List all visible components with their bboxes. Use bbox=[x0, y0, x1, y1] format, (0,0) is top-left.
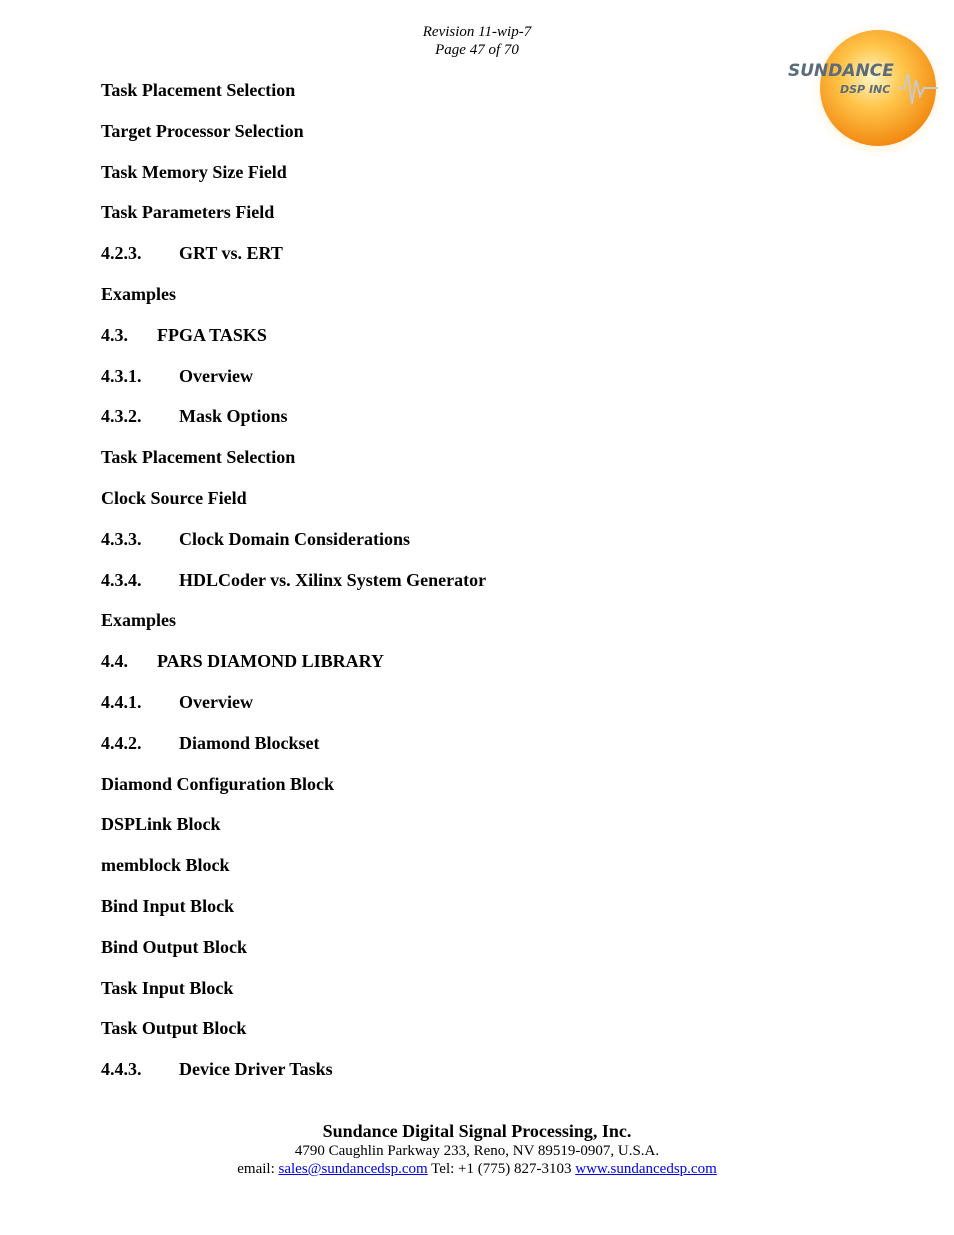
toc-entry-title: Diamond Configuration Block bbox=[101, 773, 335, 794]
page-footer bbox=[0, 1120, 954, 1178]
toc-entry-number: 4.3.2. bbox=[101, 406, 142, 427]
toc-entry[interactable] bbox=[101, 527, 486, 568]
toc-entry-title: Overview bbox=[179, 691, 253, 712]
toc-entry[interactable] bbox=[101, 160, 486, 201]
toc-entry[interactable] bbox=[101, 690, 486, 731]
email-link[interactable]: sales@sundancedsp.com bbox=[278, 1161, 428, 1177]
toc-entry-number: 4.4.3. bbox=[101, 1059, 142, 1080]
logo-text-top: SUNDANCE bbox=[788, 61, 894, 81]
toc-entry-number: 4.3. bbox=[101, 324, 128, 345]
toc-entry-title: Target Processor Selection bbox=[101, 120, 304, 141]
toc-entry[interactable] bbox=[101, 1016, 486, 1057]
toc-entry-title: Mask Options bbox=[179, 406, 288, 427]
toc-entry-title: Task Memory Size Field bbox=[101, 161, 287, 182]
toc-entry-title: Device Driver Tasks bbox=[179, 1059, 333, 1080]
toc-entry[interactable] bbox=[101, 812, 486, 853]
toc-entry[interactable] bbox=[101, 78, 486, 119]
website-link[interactable]: www.sundancedsp.com bbox=[575, 1161, 717, 1177]
toc-entry[interactable] bbox=[101, 486, 486, 527]
toc-entry-number: 4.3.1. bbox=[101, 365, 142, 386]
toc-entry-title: Task Placement Selection bbox=[101, 80, 296, 100]
toc-entry[interactable] bbox=[101, 241, 486, 282]
company-name: Sundance Digital Signal Processing, Inc. bbox=[322, 1121, 632, 1141]
toc-entry[interactable] bbox=[101, 608, 486, 649]
toc-entry[interactable] bbox=[101, 282, 486, 323]
toc-entry-number: 4.4. bbox=[101, 651, 128, 672]
toc-entry-title: Bind Input Block bbox=[101, 895, 235, 916]
toc-entry[interactable] bbox=[101, 445, 486, 486]
contact-line bbox=[0, 1160, 954, 1178]
toc-entry[interactable] bbox=[101, 853, 486, 894]
toc-entry[interactable] bbox=[101, 119, 486, 160]
toc-entry-title: memblock Block bbox=[101, 855, 230, 876]
toc-entry[interactable] bbox=[101, 364, 486, 405]
toc-entry-title: FPGA TASKS bbox=[157, 324, 267, 345]
toc-entry-title: Clock Domain Considerations bbox=[179, 528, 411, 549]
toc-entry-number: 4.3.3. bbox=[101, 528, 142, 549]
toc-entry-title: Examples bbox=[101, 610, 177, 631]
toc-entry-title: Overview bbox=[179, 365, 253, 386]
toc-entry[interactable] bbox=[101, 568, 486, 609]
logo-text-bottom: DSP INC bbox=[840, 83, 891, 96]
toc-entry[interactable] bbox=[101, 731, 486, 772]
toc-entry-title: Task Parameters Field bbox=[101, 202, 275, 223]
toc-entry[interactable] bbox=[101, 772, 486, 813]
toc-entry-title: Diamond Blockset bbox=[179, 732, 320, 753]
sundance-logo bbox=[780, 14, 940, 174]
toc-entry-title: Clock Source Field bbox=[101, 487, 247, 508]
phone-text: Tel: +1 (775) 827-3103 bbox=[427, 1161, 576, 1177]
page-number: Page 47 of 70 bbox=[435, 42, 519, 58]
toc-entry-number: 4.4.2. bbox=[101, 732, 142, 753]
toc-entry-title: Task Placement Selection bbox=[101, 447, 296, 468]
toc-entry[interactable] bbox=[101, 649, 486, 690]
toc-entry[interactable] bbox=[101, 894, 486, 935]
toc-entry-title: GRT vs. ERT bbox=[179, 243, 283, 264]
toc-entry-title: DSPLink Block bbox=[101, 814, 221, 835]
toc-entry-number: 4.2.3. bbox=[101, 243, 142, 264]
toc-entry[interactable] bbox=[101, 404, 486, 445]
toc-entry-title: Bind Output Block bbox=[101, 936, 248, 957]
toc-entry-number: 4.3.4. bbox=[101, 569, 142, 590]
toc-entry[interactable] bbox=[101, 1057, 486, 1098]
company-address: 4790 Caughlin Parkway 233, Reno, NV 89519-0907, U.S.A. bbox=[294, 1143, 660, 1159]
toc-entry-title: Examples bbox=[101, 283, 177, 304]
toc-entry-title: Task Output Block bbox=[101, 1018, 247, 1039]
toc-entry[interactable] bbox=[101, 935, 486, 976]
toc-entry-title: Task Input Block bbox=[101, 977, 234, 998]
toc-entry-number: 4.4.1. bbox=[101, 691, 142, 712]
revision-label: Revision 11-wip-7 bbox=[422, 24, 532, 40]
email-label: email: bbox=[237, 1161, 279, 1177]
toc-entry-title: PARS DIAMOND LIBRARY bbox=[157, 651, 385, 672]
table-of-contents bbox=[101, 78, 486, 1098]
toc-entry[interactable] bbox=[101, 200, 486, 241]
toc-entry-title: HDLCoder vs. Xilinx System Generator bbox=[179, 569, 487, 590]
toc-entry[interactable] bbox=[101, 323, 486, 364]
toc-entry[interactable] bbox=[101, 976, 486, 1017]
